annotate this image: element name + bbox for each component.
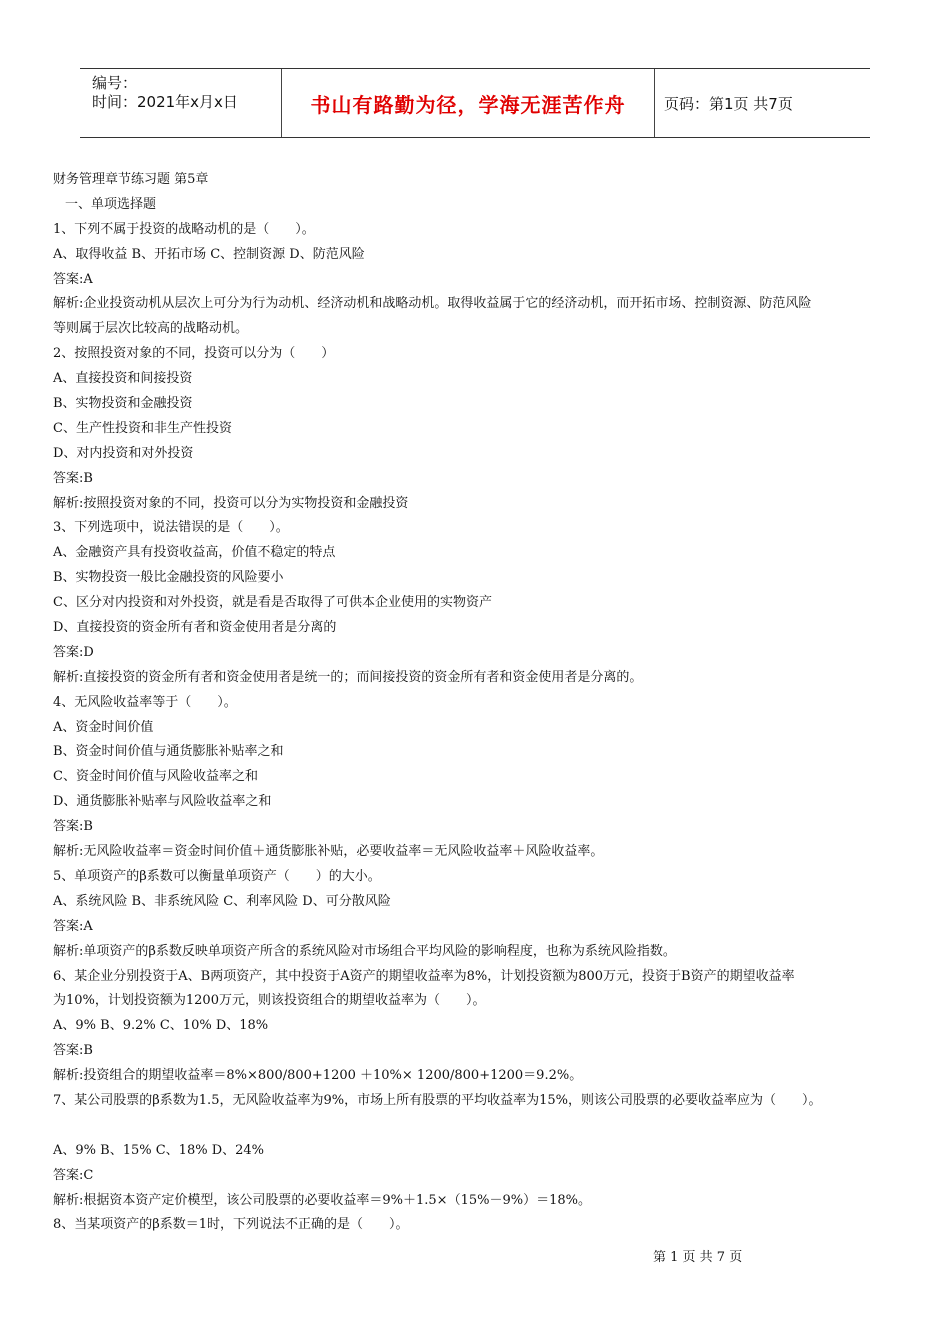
- header-page-number: 页码：第1页 共7页: [664, 94, 793, 113]
- text-line: B、实物投资一般比金融投资的风险要小: [53, 570, 284, 586]
- text-line: 解析:单项资产的β系数反映单项资产所含的系统风险对市场组合平均风险的影响程度，也称为系统风险指数。: [53, 943, 676, 959]
- text-line: 解析:根据资本资产定价模型，该公司股票的必要收益率＝9%＋1.5×（15%－9%）＝18%。: [53, 1192, 591, 1208]
- document-date-label: 时间：2021年x月x日: [92, 93, 238, 111]
- text-line: A、系统风险 B、非系统风险 C、利率风险 D、可分散风险: [53, 893, 391, 909]
- text-line: A、直接投资和间接投资: [53, 371, 193, 387]
- text-line: B、资金时间价值与通货膨胀补贴率之和: [53, 744, 284, 760]
- text-line: 1、下列不属于投资的战略动机的是（ ）。: [53, 221, 315, 237]
- text-line: 解析:投资组合的期望收益率＝8%×800/800+1200 ＋10%× 1200/800+1200＝9.2%。: [53, 1068, 583, 1084]
- header-motto: 书山有路勤为径，学海无涯苦作舟: [310, 92, 626, 117]
- text-line: 答案:D: [53, 644, 94, 660]
- text-line: 答案:A: [53, 271, 93, 287]
- text-line: A、取得收益 B、开拓市场 C、控制资源 D、防范风险: [53, 246, 365, 262]
- text-line: 解析:无风险收益率＝资金时间价值＋通货膨胀补贴，必要收益率＝无风险收益率＋风险收益率。: [53, 844, 604, 860]
- header-divider: [654, 69, 655, 137]
- text-line: 解析:企业投资动机从层次上可分为行为动机、经济动机和战略动机。取得收益属于它的经济动机，而开拓市场、控制资源、防范风险: [53, 296, 812, 312]
- section-heading: 一、单项选择题: [65, 196, 157, 212]
- text-line: 答案:B: [53, 819, 93, 835]
- document-body: [53, 168, 913, 1238]
- text-line: 5、单项资产的β系数可以衡量单项资产（ ）的大小。: [53, 868, 381, 884]
- text-line: 7、某公司股票的β系数为1.5，无风险收益率为9%，市场上所有股票的平均收益率为15%，则该公司股票的必要收益率应为（ ）。: [53, 1092, 822, 1108]
- text-line: 3、下列选项中，说法错误的是（ ）。: [53, 520, 289, 536]
- header-meta: [80, 69, 280, 137]
- text-line: 为10%，计划投资额为1200万元，则该投资组合的期望收益率为（ ）。: [53, 993, 486, 1009]
- text-line: 等则属于层次比较高的战略动机。: [53, 321, 249, 337]
- text-line: B、实物投资和金融投资: [53, 396, 193, 412]
- text-line: [53, 1114, 913, 1139]
- text-line: D、通货膨胀补贴率与风险收益率之和: [53, 794, 272, 810]
- text-line: 答案:A: [53, 918, 93, 934]
- text-line: A、9% B、9.2% C、10% D、18%: [53, 1018, 269, 1034]
- text-line: A、9% B、15% C、18% D、24%: [53, 1142, 265, 1158]
- text-line: C、区分对内投资和对外投资，就是看是否取得了可供本企业使用的实物资产: [53, 595, 492, 611]
- page-footer: 第 1 页 共 7 页: [653, 1250, 743, 1265]
- document-number-label: 编号：: [92, 74, 138, 92]
- text-line: C、资金时间价值与风险收益率之和: [53, 769, 258, 785]
- text-line: A、资金时间价值: [53, 719, 154, 735]
- document-header: [80, 68, 870, 138]
- document-title: 财务管理章节练习题 第5章: [53, 172, 209, 187]
- text-line: 8、当某项资产的β系数＝1时，下列说法不正确的是（ ）。: [53, 1217, 409, 1233]
- text-line: D、直接投资的资金所有者和资金使用者是分离的: [53, 620, 337, 636]
- text-line: 答案:B: [53, 470, 93, 486]
- text-line: 答案:C: [53, 1167, 94, 1183]
- text-line: 答案:B: [53, 1043, 93, 1059]
- text-line: 解析:按照投资对象的不同，投资可以分为实物投资和金融投资: [53, 495, 409, 511]
- text-line: 2、按照投资对象的不同，投资可以分为（ ）: [53, 346, 335, 362]
- text-line: C、生产性投资和非生产性投资: [53, 420, 232, 436]
- text-line: D、对内投资和对外投资: [53, 445, 194, 461]
- text-line: 解析:直接投资的资金所有者和资金使用者是统一的；而间接投资的资金所有者和资金使用者是分离的。: [53, 669, 643, 685]
- text-line: 6、某企业分别投资于A、B两项资产，其中投资于A资产的期望收益率为8%，计划投资额为800万元，投资于B资产的期望收益率: [53, 968, 795, 984]
- text-line: A、金融资产具有投资收益高，价值不稳定的特点: [53, 545, 336, 561]
- text-line: 4、无风险收益率等于（ ）。: [53, 694, 237, 710]
